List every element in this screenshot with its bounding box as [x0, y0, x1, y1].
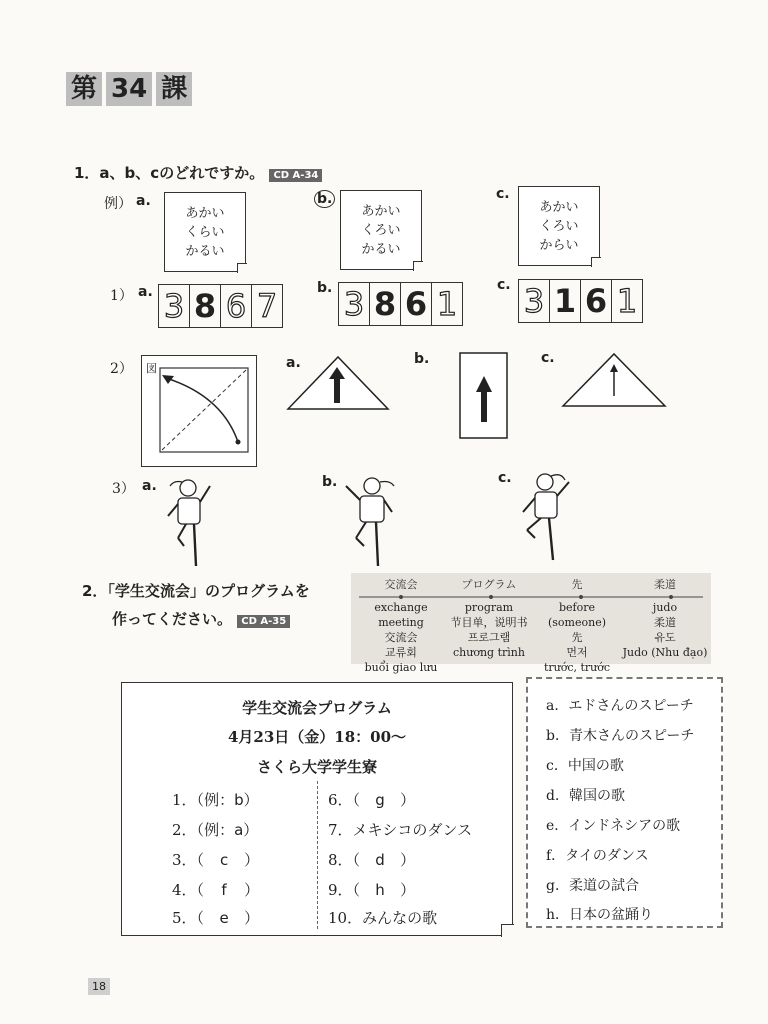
digit: 1 [436, 285, 458, 323]
digit: 1 [616, 282, 638, 320]
q1-cd-badge: CD A-34 [269, 169, 322, 182]
vocab-en: before (someone) [547, 601, 606, 629]
digit: 3 [519, 280, 550, 322]
item3-number: 3） [112, 481, 135, 497]
digit: 6 [401, 283, 432, 325]
vocab-jp: プログラム [461, 578, 517, 591]
example-a-card [164, 192, 246, 272]
item-close: ） [400, 881, 416, 899]
item-answer: d [375, 851, 385, 869]
item-open: （ [196, 821, 205, 839]
figure-label: 図 [146, 362, 157, 375]
vocab-jp: 柔道 [654, 578, 676, 591]
vocab-ko: 프로그램 [467, 631, 511, 644]
card-line: くろい [539, 218, 579, 234]
item2-c-label: c. [541, 350, 555, 366]
q2-heading-line2 [112, 608, 290, 629]
item-open: （ [196, 881, 205, 899]
program-item [172, 819, 258, 840]
vocab-vi: buổi giao lưu [364, 661, 438, 674]
item-close: ） [400, 791, 416, 809]
vocab-entry [445, 577, 533, 660]
item-number: 2． [172, 821, 197, 839]
vocab-ko: 유도 [654, 631, 676, 644]
item-number: 6． [328, 791, 353, 809]
example-a-label: a. [136, 193, 151, 209]
item-close: ） [243, 791, 259, 809]
digit: 6 [581, 280, 612, 322]
program-item [328, 879, 415, 900]
item-open: （ [196, 909, 205, 927]
program-item [328, 849, 415, 870]
digit: 1 [550, 280, 581, 322]
item-number: 10． [328, 909, 363, 927]
vocab-vi: trước, trước [543, 661, 611, 674]
digit: 6 [221, 285, 252, 327]
item1-b-label: b. [317, 280, 333, 296]
program-sheet [121, 682, 513, 936]
item1-a-label: a. [138, 284, 153, 300]
item-number: 1． [172, 791, 197, 809]
vocab-zh: 柔道 [654, 616, 676, 629]
item-answer: g [375, 791, 385, 809]
digit: 8 [370, 283, 401, 325]
vocab-ko: 교류회 [385, 646, 417, 659]
card-line: あかい [185, 205, 225, 221]
card-line: あかい [539, 199, 579, 215]
program-item [172, 849, 259, 870]
example-c-label: c. [496, 186, 510, 202]
choice-item: a．エドさんのスピーチ [546, 698, 694, 714]
q1-heading-text: 1．a、b、cのどれですか。 [74, 164, 265, 182]
dancer-figure-c-icon [515, 470, 581, 566]
program-item [172, 879, 259, 900]
item-number: 4． [172, 881, 197, 899]
item-answer: f [221, 881, 227, 899]
digit: 7 [256, 287, 278, 325]
item-answer: 例：b [204, 791, 244, 809]
program-item [328, 907, 437, 928]
digit: 3 [159, 285, 190, 327]
program-venue: さくら大学学生寮 [256, 758, 377, 776]
card-line: あかい [361, 203, 401, 219]
item1-b-digits [338, 282, 463, 326]
item-open: （ [352, 881, 361, 899]
program-item [328, 789, 415, 810]
vocab-en: program [464, 601, 514, 614]
item-number: 7． [328, 821, 353, 839]
vocab-entry [621, 577, 709, 660]
lesson-number: 34 [106, 72, 152, 106]
item-answer: h [375, 881, 385, 899]
item-answer: メキシコのダンス [352, 821, 473, 839]
card-line: くろい [361, 222, 401, 238]
program-title: 学生交流会プログラム [242, 699, 392, 717]
q2-heading-line1: 2．「学生交流会」のプログラムを [82, 582, 310, 600]
dancer-figure-b-icon [338, 472, 404, 572]
choices-box [526, 677, 723, 928]
choice-item: d．韓国の歌 [546, 788, 625, 804]
program-item [172, 789, 259, 810]
vocab-vi: Judo (Nhu đạo) [622, 646, 708, 659]
item-open: （ [352, 791, 361, 809]
vocab-en: exchange meeting [374, 601, 428, 629]
lesson-prefix: 第 [66, 72, 102, 106]
item-answer: みんなの歌 [362, 909, 438, 927]
example-label: 例） [104, 196, 132, 212]
vocab-en: judo [652, 601, 678, 614]
rectangle-arrow-icon [459, 352, 509, 440]
vocab-ko: 먼저 [566, 646, 588, 659]
dancer-figure-a-icon [160, 476, 224, 572]
program-divider [317, 781, 318, 929]
diagonal-arrow-icon [142, 356, 256, 466]
vocab-entry [357, 577, 445, 675]
vocab-zh: 交流会 [384, 631, 418, 644]
item3-c-label: c. [498, 470, 512, 486]
vocab-jp: 交流会 [384, 578, 418, 591]
triangle-thin-arrow-icon [561, 352, 667, 408]
item1-c-label: c. [497, 277, 511, 293]
item2-figure [141, 355, 257, 467]
vocab-vi: chương trình [453, 646, 525, 659]
vocab-entry [533, 577, 621, 690]
item-open: （ [196, 791, 205, 809]
item-close: ） [244, 909, 260, 927]
example-b-card [340, 190, 422, 270]
item-number: 3． [172, 851, 197, 869]
choice-item: g．柔道の試合 [546, 878, 639, 894]
vocab-zh: 节目单，说明书 [450, 616, 528, 629]
card-line: かるい [185, 243, 225, 259]
item-answer: c [219, 851, 229, 869]
item-number: 8． [328, 851, 353, 869]
q1-heading [74, 162, 322, 183]
program-item [172, 907, 259, 928]
digit: 3 [339, 283, 370, 325]
page-number: 18 [88, 978, 110, 995]
choice-item: f．タイのダンス [546, 848, 649, 864]
digit: 8 [190, 285, 221, 327]
choice-item: e．インドネシアの歌 [546, 818, 681, 834]
triangle-bold-arrow-icon [286, 355, 390, 411]
q2-cd-badge: CD A-35 [237, 615, 290, 628]
item-number: 5． [172, 909, 197, 927]
item2-a-label: a. [286, 355, 301, 371]
item1-number: 1） [110, 288, 133, 304]
item2-number: 2） [110, 361, 133, 377]
lesson-suffix: 課 [156, 72, 192, 106]
item3-b-label: b. [322, 474, 338, 490]
item2-b-label: b. [414, 351, 430, 367]
lesson-title [66, 72, 192, 106]
item1-a-digits [158, 284, 283, 328]
item-number: 9． [328, 881, 353, 899]
item3-a-label: a. [142, 478, 157, 494]
vocab-jp: 先 [571, 578, 583, 591]
item-close: ） [400, 851, 416, 869]
card-line: からい [539, 237, 579, 253]
item1-c-digits [518, 279, 643, 323]
item-close: ） [244, 881, 260, 899]
item-open: （ [196, 851, 205, 869]
item-answer: 例：a [204, 821, 244, 839]
item-close: ） [243, 821, 259, 839]
item-open: （ [352, 851, 361, 869]
vocab-zh: 先 [571, 631, 583, 644]
program-item [328, 819, 472, 840]
card-line: かるい [361, 241, 401, 257]
choice-item: h．日本の盆踊り [546, 907, 654, 923]
item-close: ） [244, 851, 260, 869]
choice-item: b．青木さんのスピーチ [546, 728, 695, 744]
vocabulary-box [351, 573, 711, 674]
program-date: 4月23日（金）18：00～ [227, 728, 407, 746]
example-b-label: b. [314, 190, 335, 208]
item-answer: e [219, 909, 229, 927]
q2-heading-line2-text: 作ってください。 [112, 610, 233, 628]
choice-item: c．中国の歌 [546, 758, 624, 774]
example-c-card [518, 186, 600, 266]
card-line: くらい [185, 224, 225, 240]
